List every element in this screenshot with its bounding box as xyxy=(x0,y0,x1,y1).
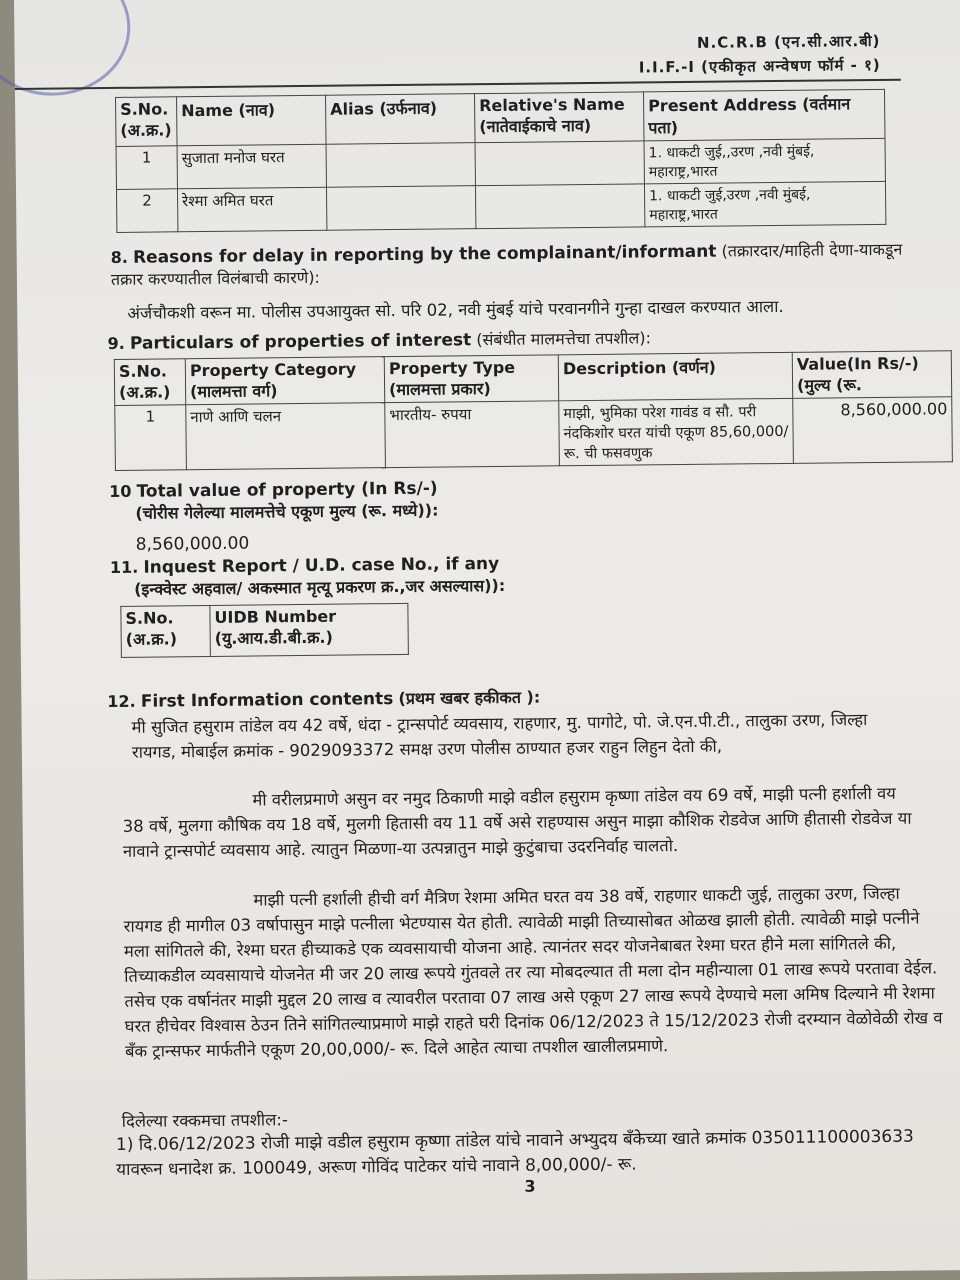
fir-paragraph-3: माझी पत्नी हर्शाली हीची वर्ग मैत्रिण रेशमा अमित घरत वय 38 वर्षे, राहणार धाकटी जुई, तालुका उरण, जिल्हा रायगड ही मागील 03 वर्षापासुन माझे पत्नीला भेटण्यास येत होती. त्यावेळी माझी तिच्यासोबत ओळख झाली होती. त्यावेळी माझे पत्नीने मला सांगितले की, रेश्मा घरत हीच्याकडे एक व्यवसायाची योजना आहे. त्यानंतर सदर योजनेबाबत रेश्मा घरत हीने मला सांगितले की, तिच्याकडील व्यवसायाचे योजनेत मी जर 20 लाख रूपये गुंतवले तर त्या मोबदल्यात ती मला दोन महीन्याला 01 लाख रूपये परतावा देईल. तसेच एक वर्षानंतर माझी मुद्दल 20 लाख व त्यावरील परतावा 07 लाख असे एकूण 27 लाख रूपये देण्याचे मला अमिष दिल्याने मी रेशमा घरत हीचेवर विश्वास ठेउन तिने सांगितल्याप्रमाणे माझे राहते घरी दिनांक 06/12/2023 ते 15/12/2023 रोजी दरम्यान वेळोवेळी रोख व बँक ट्रान्सफर मार्फतीने एकूण 20,00,000/- रू. दिले आहेत त्याचा तपशील खालीलप्रमाणे. xyxy=(123,883,943,1061)
header-divider xyxy=(15,79,901,90)
section-title-mr: (इन्क्वेस्ट अहवाल/ अकस्मात मृत्यू प्रकरण क्र.,जर असल्यास)): xyxy=(134,575,506,599)
cell-relative xyxy=(475,184,644,229)
cell-type: भारतीय- रुपया xyxy=(385,401,560,468)
inquest-table xyxy=(120,603,409,658)
fir-paragraph-2: मी वरीलप्रमाणे असुन वर नमुद ठिकाणी माझे वडील हसुराम कृष्णा तांडेल वय 69 वर्षे, माझी पत्नी हर्शाली वय 38 वर्षे, मुलगा कौषिक वय 18 वर्षे, मुलगी हितासी वय 11 वर्षे असे राहण्यास असुन माझा कौशिक रोडवेज आणि हीतासी रोडवेज या नावाने ट्रान्सपोर्ट व्यवसाय आहे. त्यातुन मिळणा-या उत्पन्नातुन माझे कुटुंबाचा उदरनिर्वाह चालतो. xyxy=(122,783,912,861)
section-8-text: अंर्जचौकशी वरून मा. पोलीस उपआयुक्त सो. परि 02, नवी मुंबई यांचे परवानगीने गुन्हा दाखल करण्यात आला. xyxy=(127,296,784,323)
col-alias: Alias (उर्फनाव) xyxy=(326,94,476,145)
section-title-mr: (तक्रारदार/माहिती देणा-याकडून तक्रार करण्यातील विलंबाची कारणे): xyxy=(110,239,903,289)
section-number: 8. xyxy=(110,247,129,268)
page-number: 3 xyxy=(524,1176,536,1196)
document-page xyxy=(14,0,960,1280)
cell-category: नाणे आणि चलन xyxy=(186,403,386,470)
col-type: Property Type (मालमत्ता प्रकार) xyxy=(384,355,558,403)
section-11 xyxy=(110,550,810,601)
section-10 xyxy=(109,474,809,525)
col-category: Property Category (मालमत्ता वर्ग) xyxy=(185,357,384,405)
fir-paragraph-1: मी सुजित हसुराम तांडेल वय 42 वर्षे, धंदा - ट्रान्सपोर्ट व्यवसाय, राहणार, मु. पागोटे, पो. जे.एन.पी.टी., तालुका उरण, जिल्हा रायगड, मोबाईल क्रमांक - 9029093372 समक्ष उरण पोलीस ठाण्यात हजर राहुन लिहुन देतो की, xyxy=(131,710,868,762)
form-name-header: I.I.F.-I (एकीकृत अन्वेषण फॉर्म - १) xyxy=(638,55,881,77)
property-table xyxy=(114,350,953,471)
section-title-mr: (प्रथम खबर हकीकत ): xyxy=(398,687,541,709)
col-name: Name (नाव) xyxy=(177,95,327,146)
cell-address: 1. धाकटी जुई,,उरण ,नवी मुंबई, महाराष्ट्र,भारत xyxy=(644,138,885,184)
cell-sno: 1 xyxy=(115,405,187,471)
section-number: 12. xyxy=(107,691,136,712)
col-sno: S.No. (अ.क्र.) xyxy=(114,359,185,406)
form-org-header: N.C.R.B (एन.सी.आर.बी) xyxy=(696,31,881,52)
cell-sno: 2 xyxy=(116,189,177,233)
section-title-mr: (चोरीस गेलेल्या मालमत्तेचे एकूण मुल्य (रू. मध्ये)): xyxy=(135,500,439,523)
total-value: 8,560,000.00 xyxy=(135,533,250,555)
table-row xyxy=(116,181,885,232)
section-number: 10 xyxy=(109,481,132,502)
cell-description: माझी, भुमिका परेश गावंड व सौ. परी नंदकिशोर घरत यांची एकूण 85,60,000/ रू. ची फसवणुक xyxy=(559,398,794,465)
col-relative: Relative's Name (नातेवाईकाचे नाव) xyxy=(475,92,645,143)
section-title: Inquest Report / U.D. case No., if any xyxy=(143,553,500,578)
cell-alias xyxy=(326,143,475,188)
section-number: 11. xyxy=(109,557,139,578)
fir-paragraph-5: 1) दि.06/12/2023 रोजी माझे वडील हसुराम कृष्णा तांडेल यांचे नावाने अभ्युदय बँकेच्या खाते क्रमांक 035011100003633 यावरून धनादेश क्र. 100049, अरूण गोविंद पाटेकर यांचे नावाने 8,00,000/- रू. xyxy=(115,1126,914,1180)
section-title: First Information contents xyxy=(140,689,394,712)
seal-stamp-icon xyxy=(0,0,131,96)
cell-value: 8,560,000.00 xyxy=(793,397,953,464)
col-uidb: UIDB Number (यु.आय.डी.बी.क्र.) xyxy=(210,603,409,656)
col-sno: S.No. (अ.क्र.) xyxy=(116,97,178,147)
table-header-row xyxy=(121,603,409,657)
fir-paragraph-4: दिलेल्या रक्कमचा तपशील:- xyxy=(121,1110,288,1131)
section-title: Reasons for delay in reporting by the complainant/informant xyxy=(132,241,717,268)
col-sno: S.No. (अ.क्र.) xyxy=(121,605,211,657)
cell-sno: 1 xyxy=(116,146,177,190)
col-address: Present Address (वर्तमान पता) xyxy=(643,89,884,141)
cell-name: रेश्मा अमित घरत xyxy=(177,187,326,232)
section-number: 9. xyxy=(107,333,125,354)
col-description: Description (वर्णन) xyxy=(558,352,792,400)
section-12 xyxy=(107,687,540,714)
table-header-row xyxy=(116,89,885,146)
section-title: Particulars of properties of interest xyxy=(129,330,472,354)
section-8 xyxy=(111,239,911,291)
cell-name: सुजाता मनोज घरत xyxy=(177,144,326,189)
accused-table xyxy=(115,89,886,233)
section-title-mr: (संबंधीत मालमत्तेचा तपशील): xyxy=(476,328,652,350)
cell-address: 1. धाकटी जुई,उरण ,नवी मुंबई, महाराष्ट्र,भारत xyxy=(644,181,885,227)
cell-relative xyxy=(475,141,644,186)
section-9 xyxy=(107,327,651,355)
table-row xyxy=(115,397,953,471)
col-value: Value(In Rs/-) (मुल्य (रू. xyxy=(792,351,951,399)
cell-alias xyxy=(326,186,475,231)
section-title: Total value of property (In Rs/-) xyxy=(136,478,438,502)
